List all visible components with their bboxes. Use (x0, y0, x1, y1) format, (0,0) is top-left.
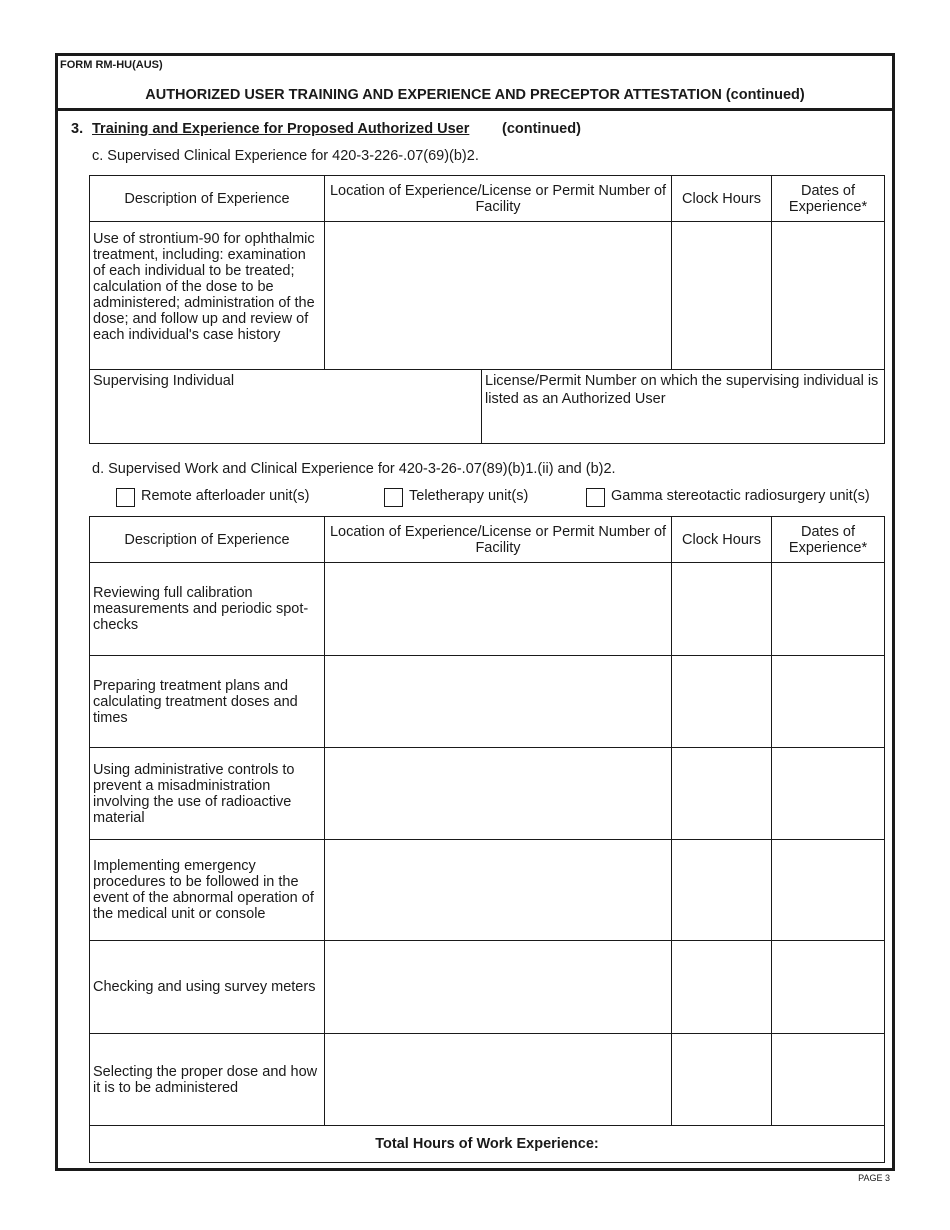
header-dates: Dates of Experience* (772, 517, 885, 563)
clock-hours-input[interactable] (672, 840, 772, 941)
section-title: Training and Experience for Proposed Authorized User (92, 121, 470, 137)
teletherapy-checkbox[interactable] (384, 488, 403, 507)
part-c-table (89, 175, 885, 370)
teletherapy-label: Teletherapy unit(s) (409, 488, 529, 504)
table-row (90, 563, 885, 656)
table-row (90, 840, 885, 941)
location-input[interactable] (325, 656, 672, 748)
supervising-individual-label: Supervising Individual (93, 373, 235, 389)
dates-input[interactable] (772, 656, 885, 748)
part-d-table (89, 516, 885, 1163)
section-continued: (continued) (502, 121, 581, 137)
dates-input[interactable] (772, 222, 885, 370)
dates-input[interactable] (772, 563, 885, 656)
experience-description: Implementing emergency procedures to be followed in the event of the abnormal operation of the medical unit or console (90, 840, 325, 941)
experience-description: Using administrative controls to prevent a misadministration involving the use of radioactive material (90, 748, 325, 840)
experience-description: Checking and using survey meters (90, 941, 325, 1034)
license-permit-field[interactable] (482, 370, 885, 444)
clock-hours-input[interactable] (672, 222, 772, 370)
gamma-stereotactic-label: Gamma stereotactic radiosurgery unit(s) (611, 488, 870, 504)
clock-hours-input[interactable] (672, 563, 772, 656)
header-clock-hours: Clock Hours (672, 517, 772, 563)
remote-afterloader-checkbox[interactable] (116, 488, 135, 507)
location-input[interactable] (325, 563, 672, 656)
supervising-individual-field[interactable] (90, 370, 482, 444)
section-number: 3. (71, 121, 84, 137)
location-input[interactable] (325, 840, 672, 941)
total-hours-label[interactable]: Total Hours of Work Experience: (90, 1126, 885, 1163)
total-row (90, 1126, 885, 1163)
location-input[interactable] (325, 941, 672, 1034)
remote-afterloader-label: Remote afterloader unit(s) (141, 488, 310, 504)
location-input[interactable] (325, 222, 672, 370)
header-location: Location of Experience/License or Permit Number of Facility (325, 176, 672, 222)
dates-input[interactable] (772, 748, 885, 840)
experience-description: Reviewing full calibration measurements and periodic spot-checks (90, 563, 325, 656)
location-input[interactable] (325, 748, 672, 840)
header-clock-hours: Clock Hours (672, 176, 772, 222)
clock-hours-input[interactable] (672, 1034, 772, 1126)
table-row (90, 656, 885, 748)
part-d-heading: d. Supervised Work and Clinical Experience for 420-3-26-.07(89)(b)1.(ii) and (b)2. (92, 461, 616, 477)
page-number: PAGE 3 (858, 1173, 890, 1183)
part-c-heading: c. Supervised Clinical Experience for 420-3-226-.07(69)(b)2. (92, 148, 479, 164)
gamma-stereotactic-checkbox[interactable] (586, 488, 605, 507)
clock-hours-input[interactable] (672, 748, 772, 840)
clock-hours-input[interactable] (672, 656, 772, 748)
table-row (90, 941, 885, 1034)
experience-description: Preparing treatment plans and calculating treatment doses and times (90, 656, 325, 748)
table-row (90, 222, 885, 370)
header-description: Description of Experience (90, 176, 325, 222)
table-header-row (90, 517, 885, 563)
supervisor-table (89, 369, 885, 444)
header-location: Location of Experience/License or Permit Number of Facility (325, 517, 672, 563)
license-permit-label: License/Permit Number on which the supervising individual is listed as an Authorized User (485, 373, 879, 407)
header-divider (55, 108, 895, 111)
form-id: FORM RM-HU(AUS) (60, 59, 163, 71)
clock-hours-input[interactable] (672, 941, 772, 1034)
header-dates: Dates of Experience* (772, 176, 885, 222)
experience-description: Use of strontium-90 for ophthalmic treatment, including: examination of each individual to be treated; calculation of the dose to be administered; administration of the dose; and follow up and review of each individual's case history (90, 222, 325, 370)
table-row (90, 748, 885, 840)
page-title: AUTHORIZED USER TRAINING AND EXPERIENCE AND PRECEPTOR ATTESTATION (continued) (145, 87, 805, 103)
table-header-row (90, 176, 885, 222)
header-description: Description of Experience (90, 517, 325, 563)
experience-description: Selecting the proper dose and how it is to be administered (90, 1034, 325, 1126)
dates-input[interactable] (772, 941, 885, 1034)
dates-input[interactable] (772, 1034, 885, 1126)
dates-input[interactable] (772, 840, 885, 941)
location-input[interactable] (325, 1034, 672, 1126)
table-row (90, 1034, 885, 1126)
